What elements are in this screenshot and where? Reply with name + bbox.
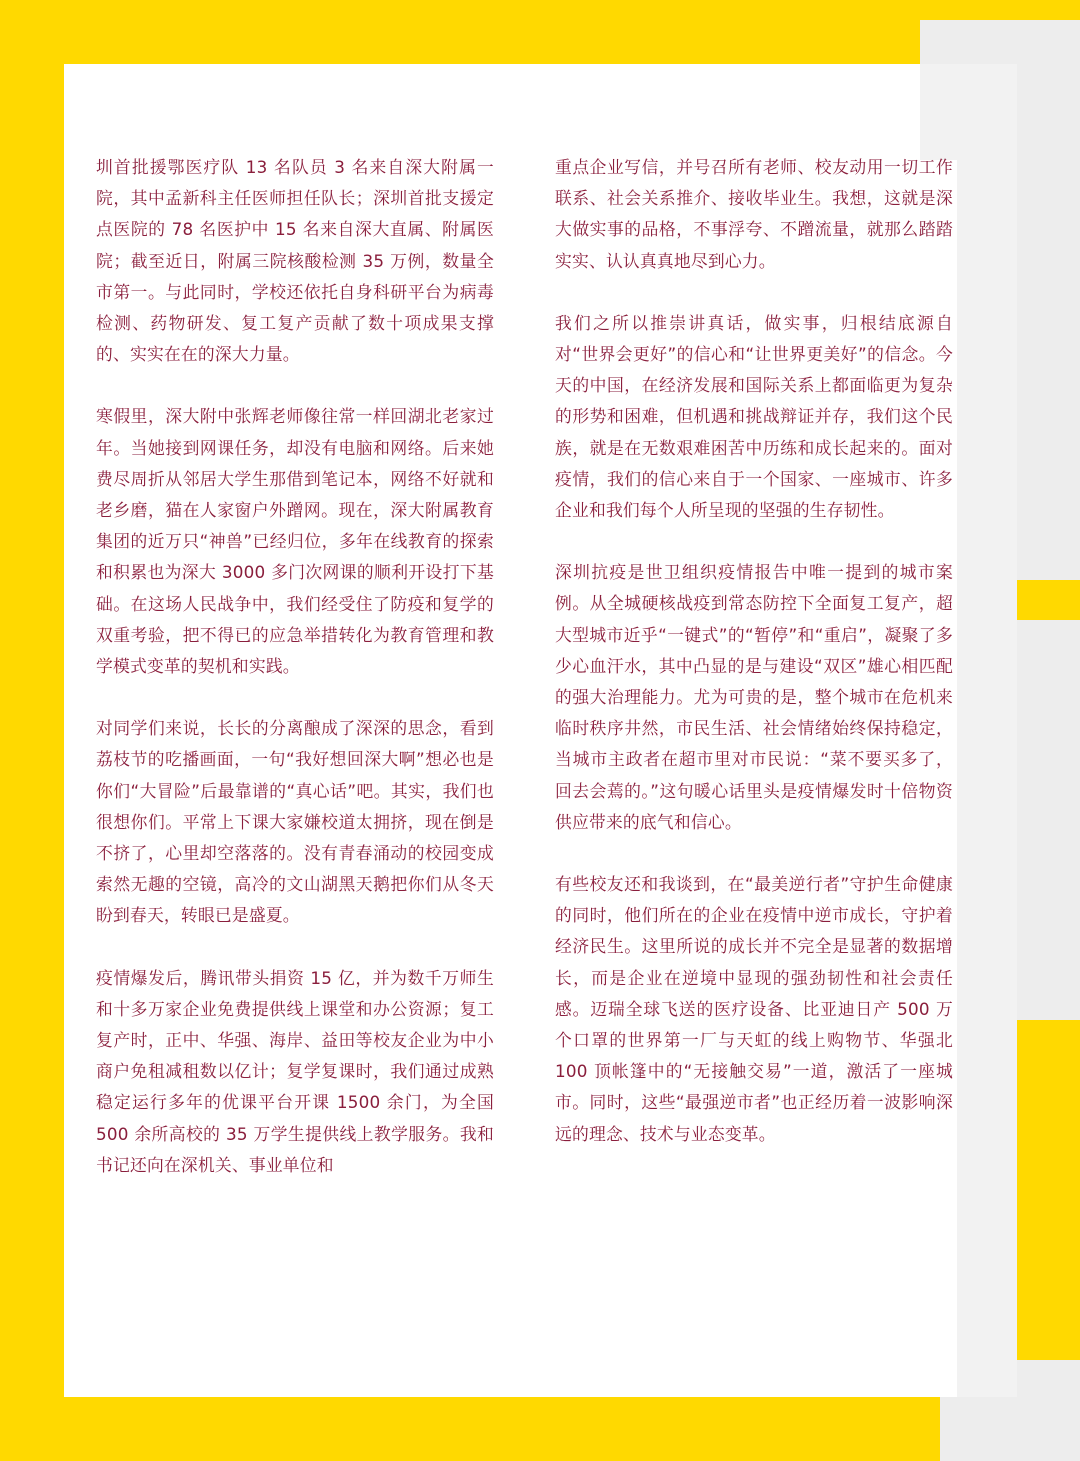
right-paragraph-3: 深圳抗疫是世卫组织疫情报告中唯一提到的城市案例。从全城硬核战疫到常态防控下全面复工复产，超大型城市近乎“一键式”的“暂停”和“重启”，凝聚了多少心血汗水，其中凸显的是与建设“双区”雄心相匹配的强大治理能力。尤为可贵的是，整个城市在危机来临时秩序井然，市民生活、社会情绪始终保持稳定，当城市主政者在超市里对市民说：“菜不要买多了，回去会蔫的。”这句暖心话里头是疫情爆发时十倍物资供应带来的底气和信心。 [555, 562, 953, 832]
left-paragraph-2: 寒假里，深大附中张辉老师像往常一样回湖北老家过年。当她接到网课任务，却没有电脑和网络。后来她费尽周折从邻居大学生那借到笔记本，网络不好就和老乡磨，猫在人家窗户外蹭网。现在，深大附属教育集团的近万只“神兽”已经归位，多年在线教育的探索和积累也为深大 3000 多门次网课的顺利开设打下基础。在这场人民战争中，我们经受住了防疫和复学的双重考验，把不得已的应急举措转化为教育管理和教学模式变革的契机和实践。 [96, 406, 494, 677]
left-paragraph-4: 疫情爆发后，腾讯带头捐资 15 亿，并为数千万师生和十多万家企业免费提供线上课堂和办公资源；复工复产时，正中、华强、海岸、益田等校友企业为中小商户免租减租数以亿计；复学复课时，我们通过成熟稳定运行多年的优课平台开课 1500 余门，为全国 500 余所高校的 35 万学生提供线上教学服务。我和书记还向在深机关、事业单位和 [96, 967, 494, 1175]
left-paragraph-3: 对同学们来说，长长的分离酿成了深深的思念，看到荔枝节的吃播画面，一句“我好想回深大啊”想必也是你们“大冒险”后最靠谱的“真心话”吧。其实，我们也很想你们。平常上下课大家嫌校道太拥挤，现在倒是不挤了，心里却空落落的。没有青春涌动的校园变成索然无趣的空镜，高冷的文山湖黑天鹅把你们从冬天盼到春天，转眼已是盛夏。 [96, 718, 494, 926]
watermark-shape-inner-right [957, 160, 1017, 1397]
watermark-shape-upper [1017, 160, 1080, 580]
article-page [64, 64, 1017, 1397]
right-paragraph-1: 重点企业写信，并号召所有老师、校友动用一切工作联系、社会关系推介、接收毕业生。我想，这就是深大做实事的品格，不事浮夸、不蹭流量，就那么踏踏实实、认认真真地尽到心力。 [555, 157, 953, 271]
left-column [96, 152, 494, 1212]
right-paragraph-2: 我们之所以推崇讲真话，做实事，归根结底源自对“世界会更好”的信心和“让世界更美好”的信念。今天的中国，在经济发展和国际关系上都面临更为复杂的形势和困难，但机遇和挑战辩证并存，我们这个民族，就是在无数艰难困苦中历练和成长起来的。面对疫情，我们的信心来自于一个国家、一座城市、许多企业和我们每个人所呈现的坚强的生存韧性。 [555, 312, 953, 521]
watermark-shape-inner-top [920, 64, 1017, 160]
right-paragraph-4: 有些校友还和我谈到，在“最美逆行者”守护生命健康的同时，他们所在的企业在疫情中逆市成长，守护着经济民生。这里所说的成长并不完全是显著的数据增长，而是企业在逆境中显现的强劲韧性和社会责任感。迈瑞全球飞送的医疗设备、比亚迪日产 500 万个口罩的世界第一厂与天虹的线上购物节、华强北 100 顶帐篷中的“无接触交易”一道，激活了一座城市。同时，这些“最强逆市者”也正经历着一波影响深远的理念、技术与业态变革。 [555, 874, 953, 1144]
right-column [555, 152, 953, 1181]
watermark-shape-middle [1017, 620, 1080, 1020]
left-paragraph-1: 圳首批援鄂医疗队 13 名队员 3 名来自深大附属一院，其中孟新科主任医师担任队长；深圳首批支援定点医院的 78 名医护中 15 名来自深大直属、附属医院；截至近日，附属三院核酸检测 35 万例，数量全市第一。与此同时，学校还依托自身科研平台为病毒检测、药物研发、复工复产贡献了数十项成果支撑的、实实在在的深大力量。 [96, 157, 494, 365]
